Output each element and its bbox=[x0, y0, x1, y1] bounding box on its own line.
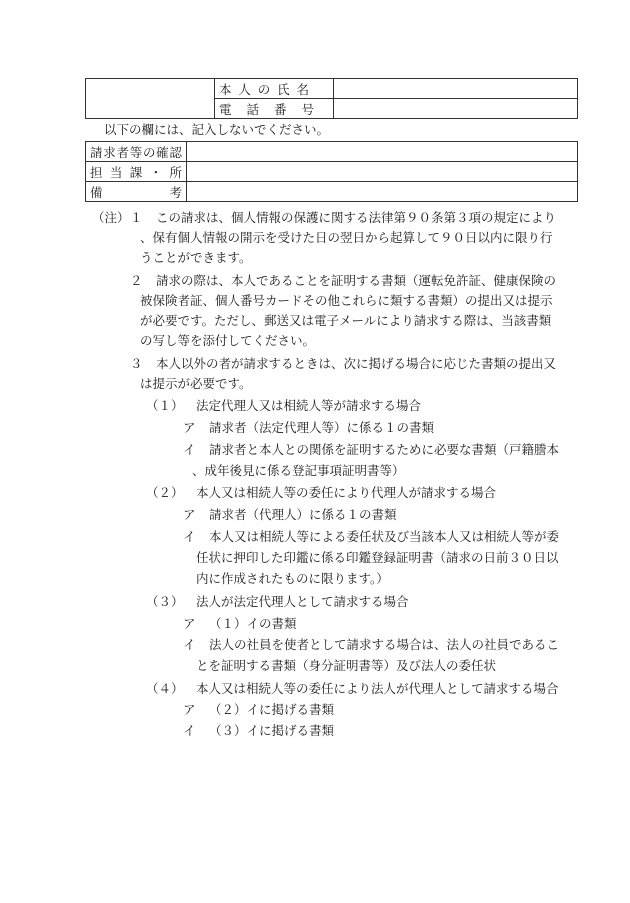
case-4-title: 本人又は相続人等の委任により法人が代理人として請求する場合 bbox=[196, 681, 559, 696]
note-2-line: 請求の際は、本人であることを証明する書類（運転免許証、健康保険の bbox=[156, 273, 557, 288]
case-2-a-text: 請求者（代理人）に係る１の書類 bbox=[209, 507, 397, 522]
remarks-label: 備 考 bbox=[86, 182, 187, 202]
applicant-table bbox=[85, 78, 578, 119]
note-1-line: うことができます。 bbox=[140, 250, 252, 265]
confirmation-label: 請 求 者 等 の 確 認 bbox=[86, 142, 187, 162]
phone-label: 電話番号 bbox=[215, 99, 334, 119]
blank-cell bbox=[86, 79, 215, 119]
case-1-i-kana: イ bbox=[183, 442, 196, 457]
department-label: 担 当 課 ・ 所 bbox=[86, 162, 187, 182]
case-3-a-kana: ア bbox=[183, 616, 196, 631]
case-2-i-line: 任状に押印した印鑑に係る印鑑登録証明書（請求の日前３０日以 bbox=[196, 550, 559, 565]
note-1-number: １ bbox=[130, 210, 143, 225]
note-2-line: の写し等を添付してください。 bbox=[140, 333, 316, 348]
office-note: 以下の欄には、記入しないでください。 bbox=[104, 122, 330, 137]
case-2-i-line: 本人又は相続人等による委任状及び当該本人又は相続人等が委 bbox=[209, 529, 560, 544]
name-field[interactable] bbox=[334, 79, 578, 99]
case-4-number: （４） bbox=[146, 681, 184, 696]
note-1-line: 、保有個人情報の開示を受けた日の翌日から起算して９０日以内に限り行 bbox=[140, 230, 553, 245]
case-1-a-text: 請求者（法定代理人等）に係る１の書類 bbox=[209, 420, 435, 435]
case-4-i-kana: イ bbox=[183, 723, 196, 738]
case-1-i-line: 、成年後見に係る登記事項証明書等） bbox=[192, 463, 405, 478]
case-2-i-kana: イ bbox=[183, 529, 196, 544]
note-2-line: 被保険者証、個人番号カードその他これらに類する書類）の提出又は提示 bbox=[140, 293, 553, 308]
case-1-i-line: 請求者と本人との関係を証明するために必要な書類（戸籍謄本 bbox=[209, 442, 560, 457]
name-label: 本人の氏名 bbox=[215, 79, 334, 99]
case-4-i-text: （３）イに掲げる書類 bbox=[209, 723, 335, 738]
case-3-i-kana: イ bbox=[183, 637, 196, 652]
case-3-title: 法人が法定代理人として請求する場合 bbox=[196, 594, 409, 609]
phone-field[interactable] bbox=[334, 99, 578, 119]
department-field[interactable] bbox=[187, 162, 578, 182]
note-3-line: は提示が必要です。 bbox=[140, 376, 252, 391]
case-1-a-kana: ア bbox=[183, 420, 196, 435]
case-3-a-text: （１）イの書類 bbox=[209, 616, 297, 631]
note-3-number: ３ bbox=[130, 356, 143, 371]
office-use-table bbox=[85, 141, 578, 202]
case-3-i-line: 法人の社員を使者として請求する場合は、法人の社員であるこ bbox=[209, 637, 560, 652]
note-3-line: 本人以外の者が請求するときは、次に掲げる場合に応じた書類の提出又 bbox=[156, 356, 557, 371]
case-2-a-kana: ア bbox=[183, 507, 196, 522]
case-2-i-line: 内に作成されたものに限ります。） bbox=[196, 571, 389, 586]
note-2-number: ２ bbox=[130, 273, 143, 288]
case-3-i-line: とを証明する書類（身分証明書等）及び法人の委任状 bbox=[196, 658, 497, 673]
case-2-title: 本人又は相続人等の委任により代理人が請求する場合 bbox=[196, 485, 497, 500]
note-1-line: この請求は、個人情報の保護に関する法律第９０条第３項の規定により bbox=[156, 210, 557, 225]
case-1-number: （１） bbox=[146, 398, 184, 413]
case-2-number: （２） bbox=[146, 485, 184, 500]
confirmation-field[interactable] bbox=[187, 142, 578, 162]
remarks-field[interactable] bbox=[187, 182, 578, 202]
note-2-line: が必要です。ただし、郵送又は電子メールにより請求する際は、当該書類 bbox=[140, 313, 552, 328]
case-3-number: （３） bbox=[146, 594, 184, 609]
case-4-a-text: （２）イに掲げる書類 bbox=[209, 702, 335, 717]
case-4-a-kana: ア bbox=[183, 702, 196, 717]
notes-prefix: （注） bbox=[92, 210, 130, 225]
case-1-title: 法定代理人又は相続人等が請求する場合 bbox=[196, 398, 422, 413]
